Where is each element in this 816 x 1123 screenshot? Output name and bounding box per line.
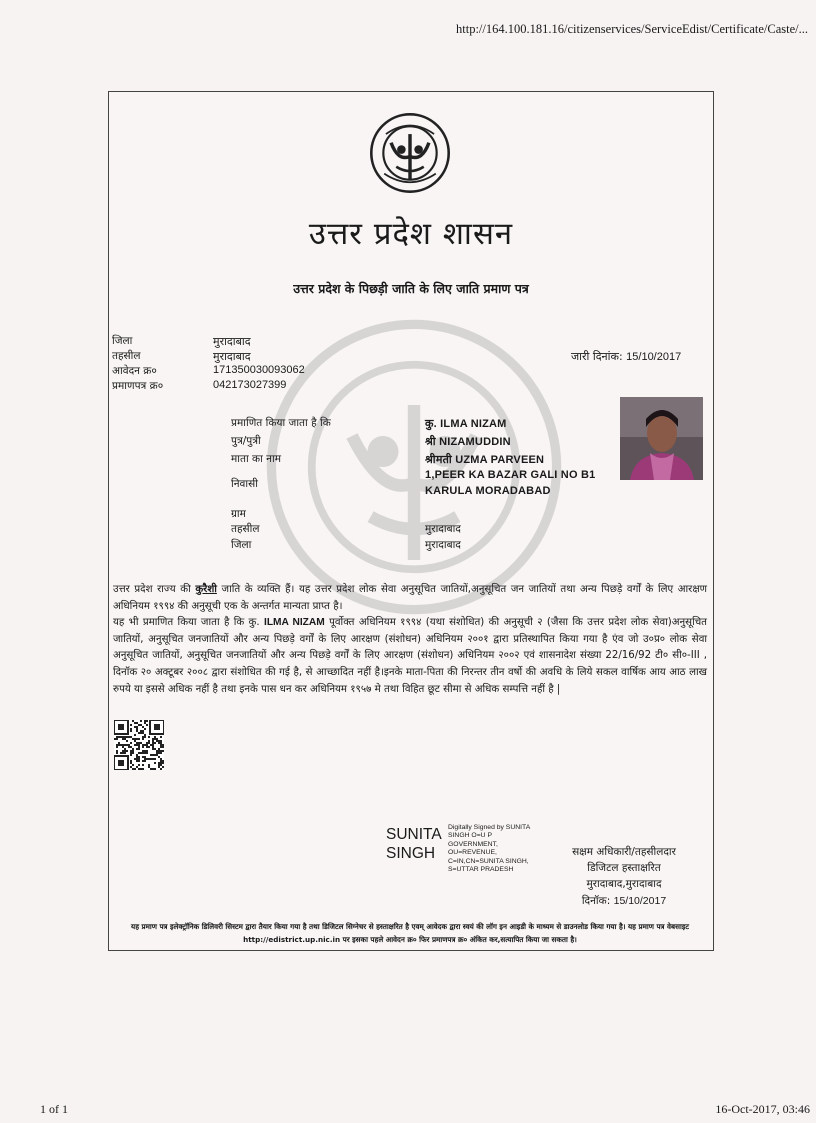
- digital-signature-name: [386, 825, 442, 863]
- detail-value-name: कु. ILMA NIZAM: [425, 418, 507, 430]
- detail-label-tehsil: तहसील: [231, 523, 260, 535]
- applicant-photo: [620, 397, 703, 480]
- up-govt-emblem-icon: [367, 110, 453, 196]
- body-text: उत्तर प्रदेश राज्य की: [113, 584, 191, 595]
- issuing-officer: [549, 844, 699, 909]
- applicant-name: ILMA NIZAM: [264, 617, 325, 629]
- officer-date-label: दिनॉक:: [581, 894, 611, 907]
- officer-designation: सक्षम अधिकारी/तहसीलदार: [572, 846, 676, 858]
- officer-date: [549, 893, 699, 909]
- detail-value-address-line2: KARULA MORADABAD: [425, 485, 551, 497]
- digital-signature-details: [448, 824, 558, 874]
- detail-label-certify: प्रमाणित किया जाता है कि: [231, 417, 331, 429]
- signature-line: GOVERNMENT,: [448, 840, 498, 848]
- detail-value-mother: श्रीमती UZMA PARVEEN: [425, 454, 545, 466]
- detail-value-father: श्री NIZAMUDDIN: [425, 436, 511, 448]
- detail-label-parent: पुत्र/पुत्री: [231, 435, 261, 447]
- certificate-body: [113, 582, 707, 698]
- body-text: जाति के व्यक्ति हैं। यह उत्तर प्रदेश लोक सेवा अनुसूचित जातियों,अनुसूचित जन जातियों तथा अन्य पिछड़े वर्गों के लिए आरक्षण अधिनियम १९९४ की अनुसूची एक के अन्तर्गत मान्यता प्राप्त है।: [113, 584, 707, 612]
- detail-value-tehsil: मुरादाबाद: [425, 523, 461, 535]
- certificate-title: उत्तर प्रदेश शासन: [308, 216, 514, 252]
- print-timestamp: 16-Oct-2017, 03:46: [715, 1102, 810, 1116]
- detail-value-district: मुरादाबाद: [425, 539, 461, 551]
- meta-label-district: जिला: [112, 335, 133, 347]
- meta-label-tehsil: तहसील: [112, 350, 141, 362]
- detail-label-village: ग्राम: [231, 508, 246, 520]
- signature-line: OU=REVENUE,: [448, 849, 497, 857]
- body-text: पूर्वोक्त अधिनियम १९९४ (यथा संशोधित) की अनुसूची २ (जैसा कि उत्तर प्रदेश लोक सेवा)अनुसूचित जातियों, अनुसूचित जनजातियों और अन्य पिछड़े वर्गों के लिए आरक्षण (संशोधन) अधिनियम २००१ द्वारा प्रतिस्थापित किया गया है एंव जो उ०प्र० लोक सेवा अनुसूचित जातियों, अनुसूचित जनजातियों और अन्य पिछड़े वर्गों के लिए आरक्षण (संशोधन) अधिनियम २००२ एवं शासनादेश संख्या 22/16/92 टी० सी०-III , दिनॉक २० अक्टूबर २००८ द्वारा संशोधित की गई है, से आच्छादित नहीं है।इनके माता-पिता की निरन्तर तीन वर्षो की अवधि के लिये सकल वार्षिक आय आठ लाख रुपये या इससे अधिक नहीं है तथा इनके पास धन कर अधिनियम १९५७ मे तथा विहित छूट सीमा से अधिक सम्पत्ति नहीं है |: [113, 617, 707, 695]
- verification-notice: यह प्रमाण पत्र इलेक्ट्रॉनिक डिलिवरी सिस्टम द्वारा तैयार किया गया है तथा डिजिटल सिग्नेचर से हस्ताक्षरित है एवम् आवेदक द्वारा स्वयं की लॉग इन आइडी के माध्यम से डाउनलोड किया गया है। यह प्रमाण पत्र वेबसाइट http://edistrict.up.nic.in पर इसका पहले आवेदन क्र० फिर प्रमाणपत्र क्र० अंकित कर,सत्यापित किया जा सकता है।: [131, 922, 689, 944]
- detail-label-resident: निवासी: [231, 478, 258, 490]
- signature-line: Digitally Signed by SUNITA: [448, 824, 531, 831]
- issue-date: [571, 349, 681, 364]
- detail-value-address-line1: 1,PEER KA BAZAR GALI NO B1: [425, 469, 596, 481]
- detail-label-mother: माता का नाम: [231, 453, 281, 465]
- meta-value-tehsil: मुरादाबाद: [213, 350, 251, 363]
- applicant-photo-icon: [620, 397, 703, 480]
- signer-first-name: SUNITA: [386, 826, 442, 843]
- body-paragraph-2: [113, 615, 707, 698]
- browser-url: http://164.100.181.16/citizenservices/ServiceEdist/Certificate/Caste/...: [456, 22, 808, 36]
- officer-place: मुरादाबाद,मुरादाबाद: [586, 878, 662, 891]
- body-paragraph-1: [113, 582, 707, 615]
- meta-label-application-no: आवेदन क्र०: [112, 365, 157, 377]
- signer-last-name: SINGH: [386, 845, 436, 862]
- qr-code-icon: [114, 720, 164, 770]
- emblem-watermark-icon: [259, 312, 569, 622]
- signature-line: SINGH O=U P: [448, 832, 493, 840]
- meta-label-certificate-no: प्रमाणपत्र क्र०: [112, 380, 164, 392]
- page-counter: 1 of 1: [40, 1102, 68, 1116]
- issue-date-label: जारी दिनांक:: [571, 350, 623, 363]
- signature-line: C=IN,CN=SUNITA SINGH,: [448, 857, 529, 865]
- detail-label-district: जिला: [231, 539, 252, 551]
- officer-sign-type: डिजिटल हस्ताक्षरित: [587, 862, 661, 875]
- officer-date-value: 15/10/2017: [613, 894, 667, 907]
- meta-value-certificate-no: 042173027399: [213, 379, 287, 391]
- issue-date-value: 15/10/2017: [626, 351, 682, 363]
- signature-line: S=UTTAR PRADESH: [448, 866, 514, 874]
- caste-name: कुरैशी: [195, 584, 217, 595]
- body-text: यह भी प्रमाणित किया जाता है कि कु.: [113, 617, 260, 629]
- certificate: [108, 91, 714, 951]
- meta-value-district: मुरादाबाद: [213, 335, 251, 348]
- meta-value-application-no: 171350030093062: [213, 364, 305, 376]
- certificate-subtitle: उत्तर प्रदेश के पिछड़ी जाति के लिए जाति प्रमाण पत्र: [293, 281, 529, 296]
